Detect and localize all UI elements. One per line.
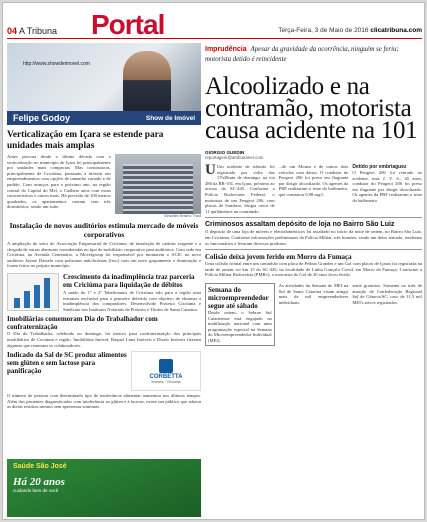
right-column [205,43,422,517]
seminar-box [205,283,275,347]
kicker-line [205,43,422,63]
page-number: 04 A Tribuna [7,26,58,36]
banner-strip [7,111,201,125]
site-link[interactable]: clicatribuna.com [370,27,422,34]
detido-title: Detido por embriaguez [352,164,407,170]
columnist-photo [123,51,171,115]
seminar-body: Desde ontem, o Sebrae Sul Catarinense está engajado na mobilização nacional com uma programação especial na Semana do Microempreendedor Individual (MEI). [208,309,272,343]
photo-group [115,154,201,218]
section-name: A Tribuna [19,26,58,36]
seminar-article [205,283,422,347]
main-article [205,164,422,214]
article-title-seminar: Semana do microempreendedor segue até sábado [208,285,269,310]
columnist-name: Felipe Godoy [13,113,71,123]
article-title-verticalizacao: Verticalização em Içara se estende para unidades mais amplas [7,130,164,151]
header-date: Terça-Feira, 3 de Maio de 2016 clicatribuna.com [278,27,422,34]
corbetta-sub: Imóveis · Criciúma [151,379,181,384]
article-body: Uma colisão frontal entre um caminhão com placa de Pedras Grandes e um Gol com placas de Içaras foi registrada na tarde de ontem, no km 15 do SC-445, na localidade de Linha Gonçalo Covid, em Morro da Fumaça. Conforme a Polícia Militar Rodoviária (PMRv), o motorista do Gol de 20 anos ficou ferido. [205,261,422,278]
show-name: Show de Imóvel [145,114,195,122]
byline-email[interactable]: reportagem@atribunanet.com [205,155,264,160]
saude-ad-slogan: Há 20 anos [13,476,65,488]
article-title-assalto: Criminosos assaltam depósito de loja no Bairro São Luiz [205,221,395,229]
divider [205,217,422,218]
kicker-label: Imprudência [205,46,247,53]
photo-caption: Gesoltec Ensino Trust [163,214,201,218]
article-inadimplencia [7,273,201,312]
article-verticalizacao [7,154,201,218]
divider [205,249,422,250]
article-gluten-row [7,351,201,391]
corbetta-ad[interactable] [131,351,201,391]
article-title-auditorios: Instalação de novos auditórios estimula mercado de móveis corporativos [9,221,199,239]
article-body: O Dia do Trabalhador, celebrado no domingo, foi motivo para confraternização dos principais imobiliários de Criciúma e região. Imobiliária Imóvel, Raquel Lima Imóveis e Disalo Imóveis fizeram algumas que reuniram os colaboradores. [7,331,201,348]
main-article-col2: ...de um Monza e de outros dois veículos com danos. O condutor do Peugeot 206 foi preso em flagrante por dirigir alcoolizado. Os agentes da PRF realizaram o teste do bafômetro, que constatou 0,98 mg/l. [278,164,349,197]
saude-ad-tagline: cuidando bem de você [13,488,59,493]
article-body: Antes procura desde o último década com a verticalização no município de Içara foi principalmente por unidades mais compactas. Mas construtoras, principalmente de Criciúma, passaram a investir em empreendimentos com opções de tamanho variado e de padrão. Com avanços para o próximo ano, na região central do Capital do Mel, o Cadheto anos com essas características e outros mais. Há previsão de 100 metros quadrados, os apartamentos contam com três dormitórios, sendo um suíte. [7,154,111,210]
newspaper-page [2,2,425,520]
main-article-col1: U Um acidente de trânsito foi registrado por volta das 17h30min de domingo, na via 280 da BR-101, em Içara, próximo ao acesso da SC-445. Conforme a Polícia Rodoviária Federal, o motorista de um Peugeot 206, com placas de Sombrio, dirigia cerca de 11 quilômetros na contramão. [205,162,275,214]
article-title-colisao: Colisão deixa jovem ferido em Morro da Fumaça [205,253,352,262]
portal-logo: Portal [91,9,165,40]
building-photo [115,154,201,214]
detido-body: O Peugeot 206 foi retirado ao acidente, mas J. V. S., 45 anos, condutor do Peugeot 206 foi preso em flagrante por dirigir alcoolizado. Os agentes da PRF realizaram o teste do bafômetro. [352,170,422,203]
seminar-col2: As atividades da Semana do MEI na Sul de Santa Catarina visam atingir mais de mil empreendedores individuais. [278,282,349,305]
detido-box [352,164,422,214]
article-title-gluten: Indicado da Sal de SC produz alimentos sem glúten e sem lactose para panificação [7,351,127,376]
corbetta-name: CORBETTA [149,373,183,380]
byline: GIORGIO GUEDIN [205,150,245,155]
kicker-text: Apesar da gravidade da ocorrência, ninguém se feriu; motorista detido é reincidente [205,46,399,63]
building-shape [123,164,193,214]
saude-ad-title: Saúde São José [13,463,67,470]
page-header [7,9,422,39]
drop-cap: U [205,162,216,178]
article-body: O depósito de uma loja de móveis e eletrodomésticos foi assaltado no início da noite de ontem, no Bairro São Luiz, em Criciúma. Conforme informações preliminares da Polícia Militar, três homens, sendo um deles armado, renderam os funcionários e levaram diversos produtos. [205,229,422,246]
left-column [7,43,201,517]
inadimplencia-graphic [7,273,59,311]
article-body: O número de pessoas com determinado tipo de intolerância alimentar aumentou nos últimos tempos. Além dos pacientes diagnosticados com intolerância ao glúten e à lactose, existe um público que adotou as dietas restritas mesmo sem apresentar sintomas. [7,393,201,410]
banner-website: http://www.showdeimovel.com [23,61,90,67]
columnist-banner [7,43,201,125]
main-headline: Alcoolizado e na contramão, motorista causa acidente na 101 [205,73,418,144]
saude-ad[interactable] [7,459,201,517]
article-body: A união do 1º e 2º Tabelionatos de Criciúma irão para a região uma estrutura exclusiva para o primeiro deferido com objetivo de eliminar a inadimplência dos compradores. Desenvolvido Protesto Criciúma e Sindicato nos Institutos Notariais de Protesto e Títulos de Santa Catarina. [63,289,201,312]
article-body: A ampliação do setor do Associação Empresarial de Criciúma, de instalação de cadeias exigente e a chegada de outras aberturas consideradas no tipo de mobiliário corporativo para auditórios. Com sede em Criciúma, na Avenida Centenário, a Movelgroup foi responsável por montarem o ACIC no novo auditório Jayme Dassela com poltronas anticlicônias (fixo) com um novo grupamento e iluminação e foram feitos no próprio município. [7,241,201,269]
article-title-imobiliarias: Imobiliárias comemoram Dia do Trabalhador com confraternização [7,315,158,332]
corbetta-logo-icon [159,359,173,373]
seminar-col3: sente gratuitos. Somente no mês de atuação de Confederação Regional Sul de Gênova/SC, caso de 11,5 mil MEI's ativos registrados. [352,282,422,305]
article-title-inadimplencia: Crescimento da inadimplência traz parceria em Criciúma para liquidação de débitos [63,272,195,289]
